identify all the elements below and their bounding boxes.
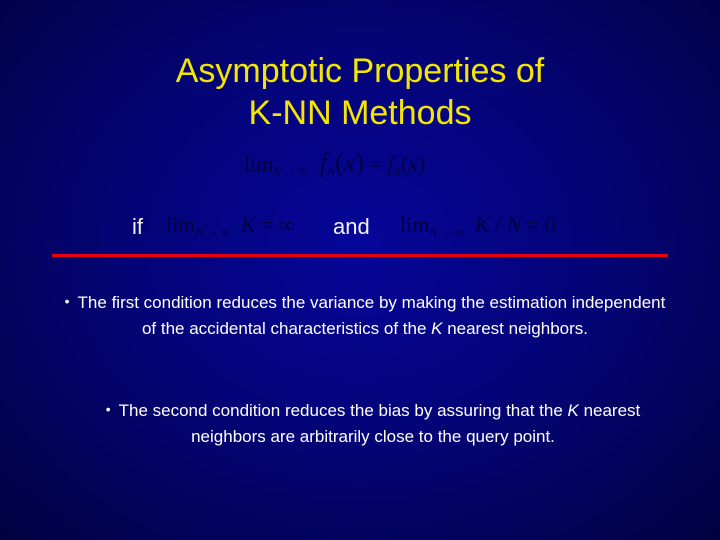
red-divider-line [52,254,668,257]
slide-title-line-1: Asymptotic Properties of [175,52,545,90]
bullet-text-start: The second condition reduces the bias by assuring that the [118,401,568,420]
bullet-variance [60,288,670,342]
bullet-marker-icon: • [105,401,111,417]
bullet-italic-k: K [431,319,443,338]
second-condition-equation: $\lim_{N \to \infty} K / N = 0$ [400,212,556,239]
condition-if-label: if [132,214,143,239]
bullet-bias [84,396,662,450]
bullet-text-start: The first condition reduces the variance by making the estimation independent of the accidental characteristics of the [77,293,666,338]
bullet-text-end: nearest neighbors are arbitrarily close to the query point. [191,401,641,446]
slide-title [0,50,720,134]
bullet-italic-k: K [567,401,579,420]
condition-and-label: and [333,214,370,239]
bullet-text-end: nearest neighbors. [442,319,589,338]
first-condition-equation: $\lim_{N \to \infty} K$ = ∞ [166,212,295,239]
slide-title-line-2: K-NN Methods [248,94,472,132]
limit-equation: $\lim_{N \to \infty} f_N(x) = f_X(x)$ [244,148,426,178]
bullet-marker-icon: • [64,293,70,309]
